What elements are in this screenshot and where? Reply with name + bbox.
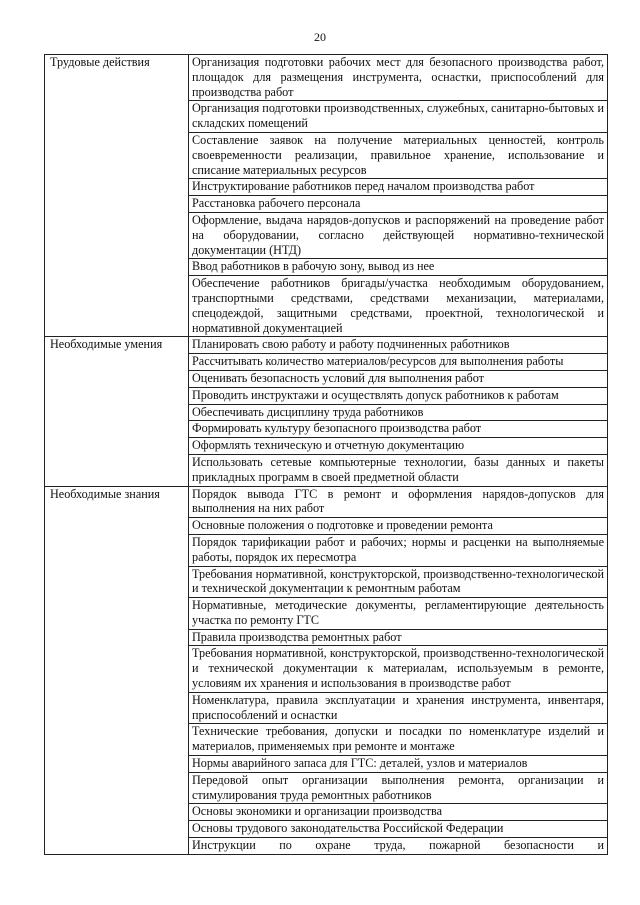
requirement-item: Проводить инструктажи и осуществлять допуск работников к работам: [189, 387, 608, 404]
requirement-item: Оформление, выдача нарядов-допусков и распоряжений на проведение работ на оборудовании, согласно действующей нормативно-технической документации (НТД): [189, 212, 608, 258]
requirement-item: Использовать сетевые компьютерные технологии, базы данных и пакеты прикладных программ в своей предметной области: [189, 454, 608, 486]
requirement-item: Основы трудового законодательства Российской Федерации: [189, 821, 608, 838]
requirement-item: Правила производства ремонтных работ: [189, 629, 608, 646]
requirement-item: Порядок вывода ГТС в ремонт и оформления нарядов-допусков для выполнения на них работ: [189, 486, 608, 518]
requirement-item: Планировать свою работу и работу подчиненных работников: [189, 337, 608, 354]
requirement-item: Составление заявок на получение материальных ценностей, контроль своевременности реализации, правильное хранение, использование и списание материальных ресурсов: [189, 132, 608, 178]
table-row: [45, 55, 608, 101]
requirement-item: Ввод работников в рабочую зону, вывод из нее: [189, 259, 608, 276]
requirement-item: Основы экономики и организации производства: [189, 804, 608, 821]
requirement-item: Обеспечение работников бригады/участка необходимым оборудованием, транспортными средствами, средствами механизации, материалами, спецодеждой, защитными средствами, проектной, технологической и нормативной документацией: [189, 276, 608, 337]
section-label: Трудовые действия: [45, 55, 189, 337]
requirements-table: [44, 54, 608, 855]
requirement-item: Организация подготовки производственных, служебных, санитарно-бытовых и складских помещений: [189, 101, 608, 133]
section-label: Необходимые знания: [45, 486, 189, 854]
requirement-item: Формировать культуру безопасного производства работ: [189, 421, 608, 438]
requirement-item: Оценивать безопасность условий для выполнения работ: [189, 370, 608, 387]
requirement-item: Нормативные, методические документы, регламентирующие деятельность участка по ремонту ГТС: [189, 598, 608, 630]
requirement-item: Передовой опыт организации выполнения ремонта, организации и стимулирования труда ремонтных работников: [189, 772, 608, 804]
requirement-item: Организация подготовки рабочих мест для безопасного производства работ, площадок для размещения инструмента, оснастки, приспособлений для производства работ: [189, 55, 608, 101]
requirement-item: Нормы аварийного запаса для ГТС: деталей, узлов и материалов: [189, 756, 608, 773]
requirement-item: Технические требования, допуски и посадки по номенклатуре изделий и материалов, применяемых при ремонте и монтаже: [189, 724, 608, 756]
requirement-item: Порядок тарификации работ и рабочих; нормы и расценки на выполняемые работы, порядок их пересмотра: [189, 534, 608, 566]
requirement-item: Расстановка рабочего персонала: [189, 196, 608, 213]
page-number: 20: [314, 30, 326, 44]
requirement-item: Инструктирование работников перед началом производства работ: [189, 179, 608, 196]
requirement-item: Номенклатура, правила эксплуатации и хранения инструмента, инвентаря, приспособлений и оснастки: [189, 692, 608, 724]
table-row: [45, 486, 608, 518]
requirement-item: Инструкции по охране труда, пожарной безопасности и: [189, 838, 608, 855]
requirement-item: Основные положения о подготовке и проведении ремонта: [189, 518, 608, 535]
table-body: [45, 55, 608, 855]
requirement-item: Оформлять техническую и отчетную документацию: [189, 438, 608, 455]
requirement-item: Требования нормативной, конструкторской, производственно-технологической и технической документации к материалам, используемым в ремонте, условиям их хранения и использования в производстве работ: [189, 646, 608, 692]
requirement-item: Требования нормативной, конструкторской, производственно-технологической и технической документации к ремонтным работам: [189, 566, 608, 598]
requirement-item: Обеспечивать дисциплину труда работников: [189, 404, 608, 421]
table-row: [45, 337, 608, 354]
section-label: Необходимые умения: [45, 337, 189, 486]
requirement-item: Рассчитывать количество материалов/ресурсов для выполнения работы: [189, 354, 608, 371]
